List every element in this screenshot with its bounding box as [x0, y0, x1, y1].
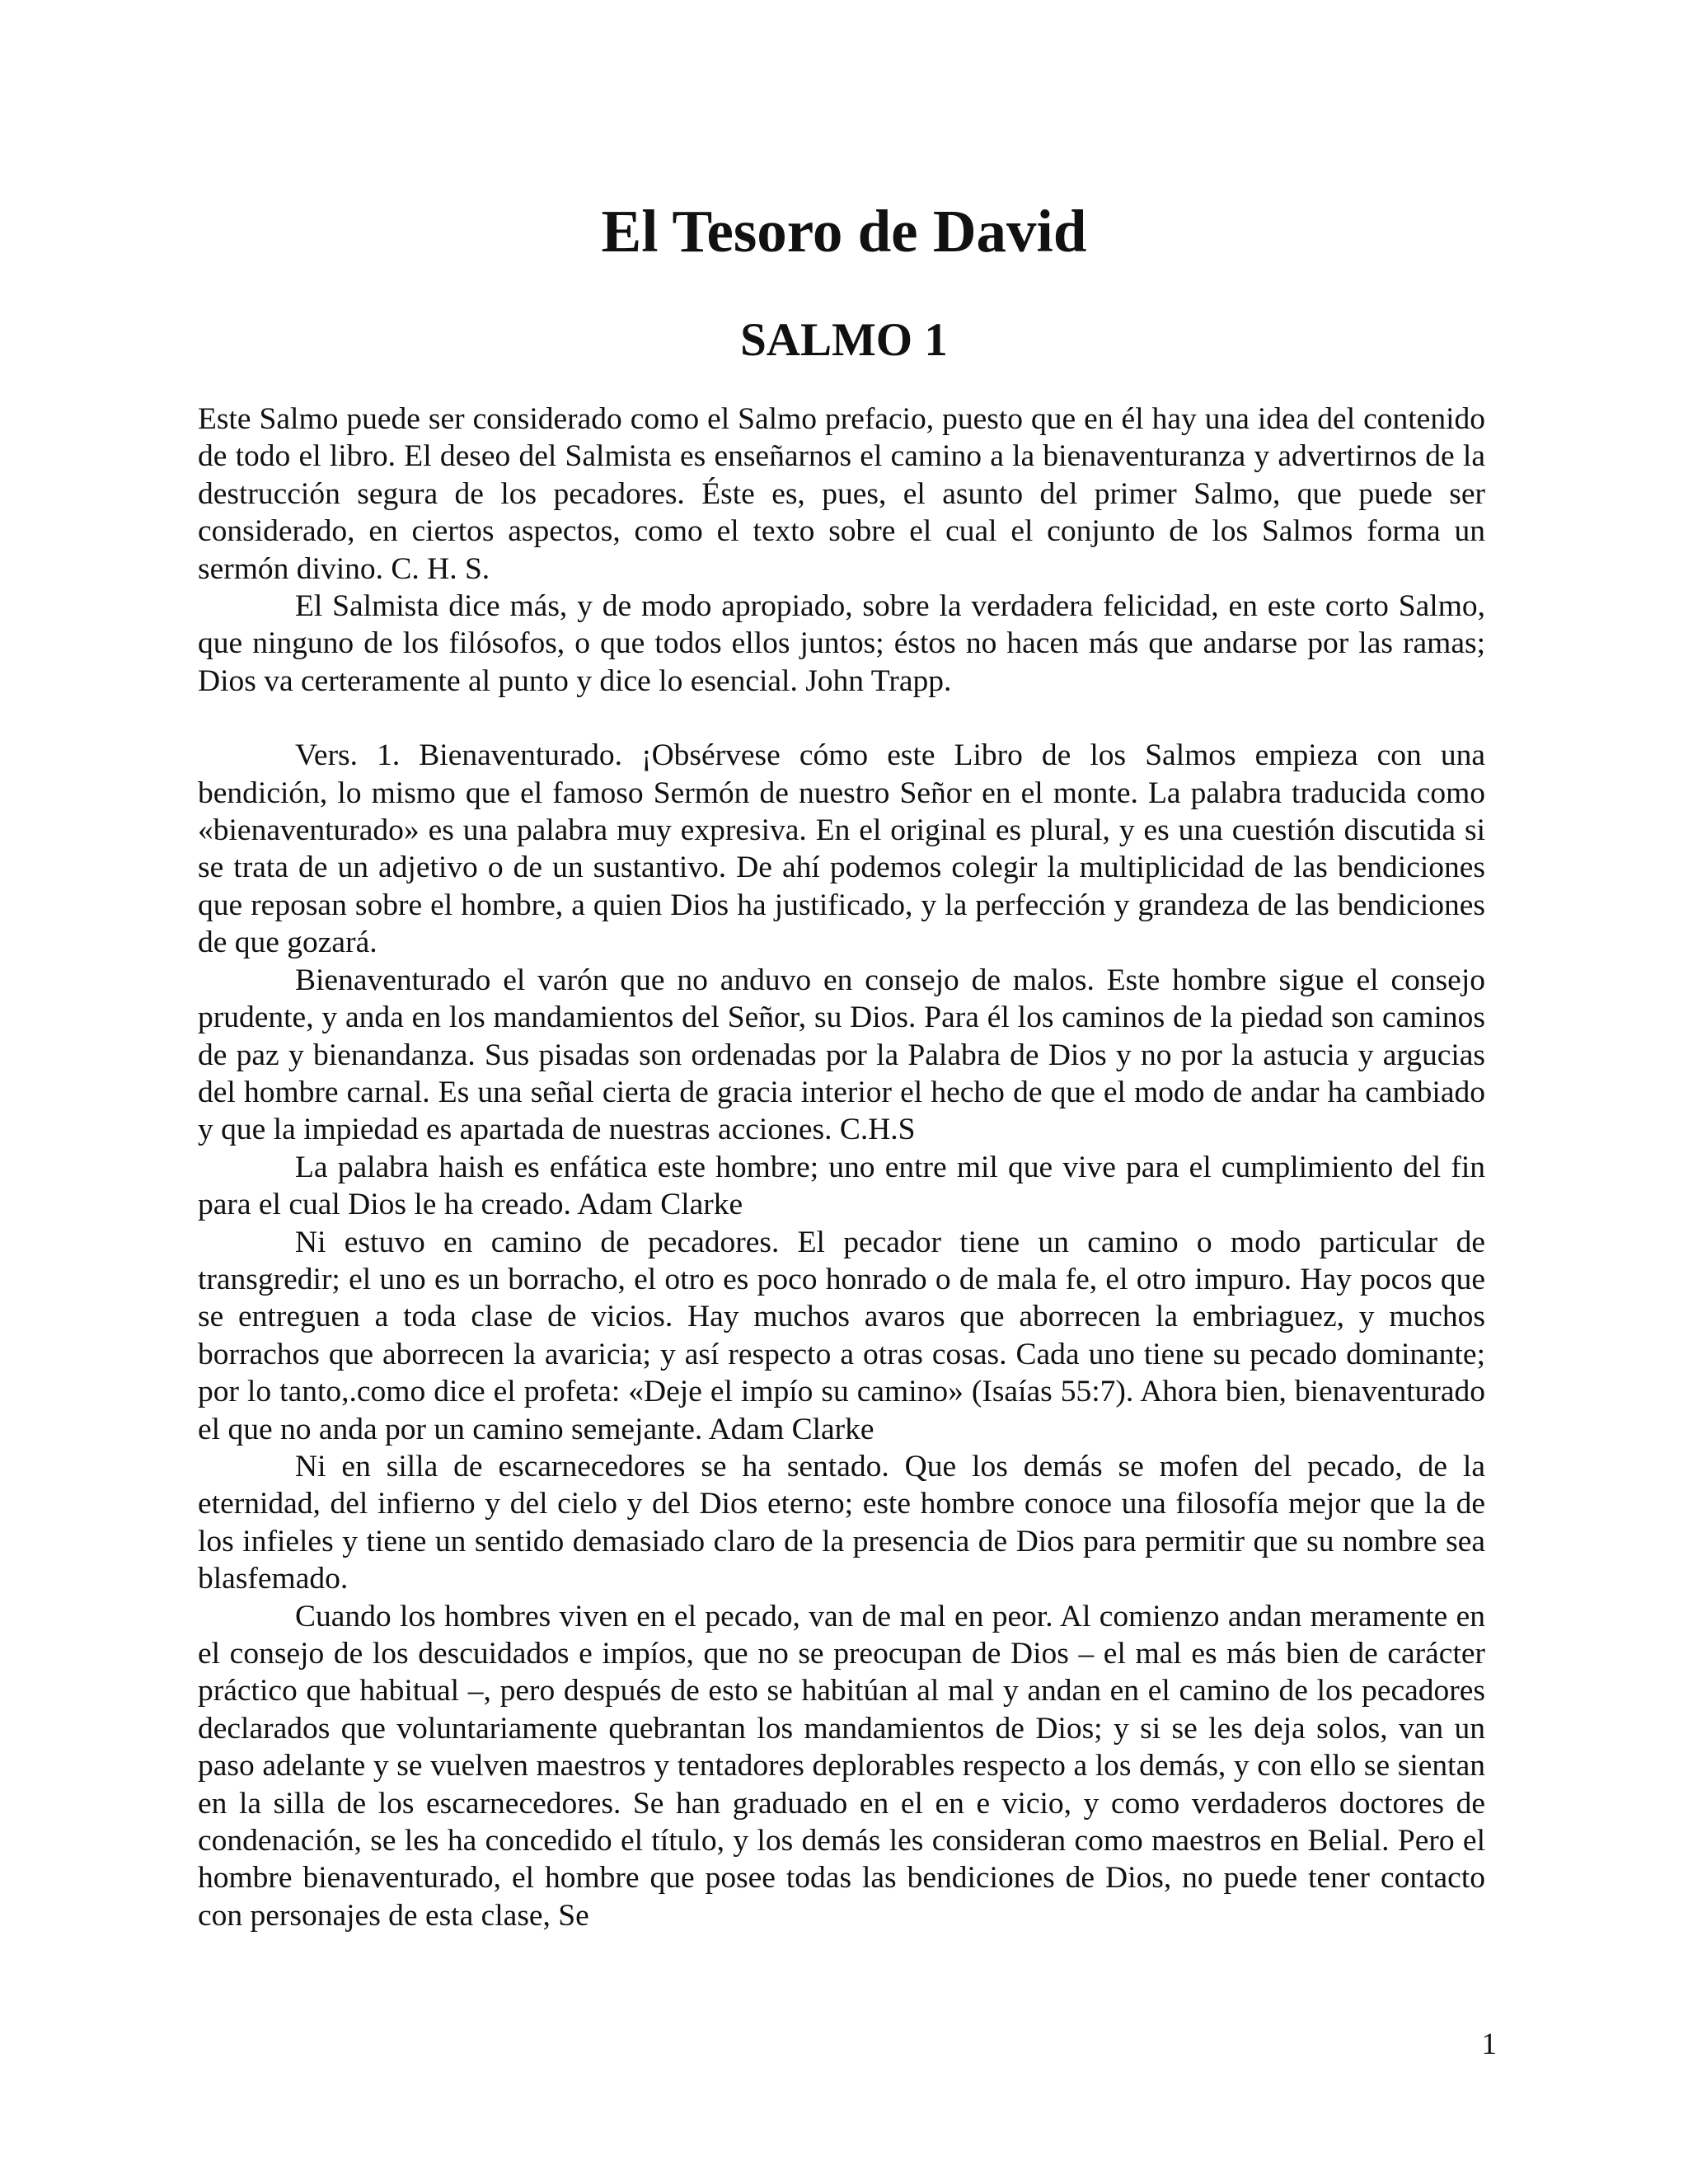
paragraph-escarnecedores: Ni en silla de escarnecedores se ha sentado. Que los demás se mofen del pecado, de la eternidad, del infierno y del cielo y del Dios eterno; este hombre conoce una filosofía mejor que la de los infieles y tiene un sentido demasiado claro de la presencia de Dios para permitir que su nombre sea blasfemado.	[198, 1449, 1485, 1596]
page-number: 1	[1481, 2027, 1497, 2061]
paragraph-verse-1: Vers. 1. Bienaventurado. ¡Obsérvese cómo este Libro de los Salmos empieza con una bendición, lo mismo que el famoso Sermón de nuestro Señor en el monte. La palabra traducida como «bienaventurado» es una palabra muy expresiva. En el original es plural, y es una cuestión discutida si se trata de un adjetivo o de un sustantivo. De ahí podemos colegir la multiplicidad de las bendiciones que reposan sobre el hombre, a quien Dios ha justificado, y la perfección y grandeza de las bendiciones de que gozará.	[198, 738, 1485, 960]
paragraph-trapp: El Salmista dice más, y de modo apropiado, sobre la verdadera felicidad, en este corto Salmo, que ninguno de los filósofos, o que todos ellos juntos; éstos no hacen más que andarse por las ramas; Dios va certeramente al punto y dice lo esencial. John Trapp.	[198, 589, 1485, 698]
paragraph-consejo: Bienaventurado el varón que no anduvo en consejo de malos. Este hombre sigue el consejo prudente, y anda en los mandamientos del Señor, su Dios. Para él los caminos de la piedad son caminos de paz y bienandanza. Sus pisadas son ordenadas por la Palabra de Dios y no por la astucia y argucias del hombre carnal. Es una señal cierta de gracia interior el hecho de que el modo de andar ha cambiado y que la impiedad es apartada de nuestras acciones. C.H.S	[198, 963, 1485, 1147]
document-title: El Tesoro de David	[601, 198, 1087, 265]
paragraph-mal-en-peor: Cuando los hombres viven en el pecado, van de mal en peor. Al comienzo andan meramente en el consejo de los descuidados e impíos, que no se preocupan de Dios – el mal es más bien de carácter práctico que habitual –, pero después de esto se habitúan al mal y andan en el camino de los pecadores declarados que voluntariamente quebrantan los mandamientos de Dios; y si se les deja solos, van un paso adelante y se vuelven maestros y tentadores deplorables respecto a los demás, y con ello se sientan en la silla de los escarnecedores. Se han graduado en el en e vicio, y como verdaderos doctores de condenación, se les ha concedido el título, y los demás les consideran como maestros en Belial. Pero el hombre bienaventurado, el hombre que posee todas las bendiciones de Dios, no puede tener contacto con personajes de esta clase, Se	[198, 1599, 1485, 1933]
paragraph-pecadores: Ni estuvo en camino de pecadores. El pecador tiene un camino o modo particular de transgredir; el uno es un borracho, el otro es poco honrado o de mala fe, el otro impuro. Hay pocos que se entreguen a toda clase de vicios. Hay muchos avaros que aborrecen la embriaguez, y muchos borrachos que aborrecen la avaricia; y así respecto a otras cosas. Cada uno tiene su pecado dominante; por lo tanto,.como dice el profeta: «Deje el impío su camino» (Isaías 55:7). Ahora bien, bienaventurado el que no anda por un camino semejante. Adam Clarke	[198, 1225, 1485, 1446]
body-text	[198, 401, 1485, 1934]
paragraph-intro: Este Salmo puede ser considerado como el Salmo prefacio, puesto que en él hay una idea del contenido de todo el libro. El deseo del Salmista es enseñarnos el camino a la bienaventuranza y advertirnos de la destrucción segura de los pecadores. Éste es, pues, el asunto del primer Salmo, que puede ser considerado, en ciertos aspectos, como el texto sobre el cual el conjunto de los Salmos forma un sermón divino. C. H. S.	[198, 402, 1485, 586]
paragraph-haish: La palabra haish es enfática este hombre; uno entre mil que vive para el cumplimiento del fin para el cual Dios le ha creado. Adam Clarke	[198, 1150, 1485, 1222]
psalm-heading: SALMO 1	[740, 314, 948, 366]
